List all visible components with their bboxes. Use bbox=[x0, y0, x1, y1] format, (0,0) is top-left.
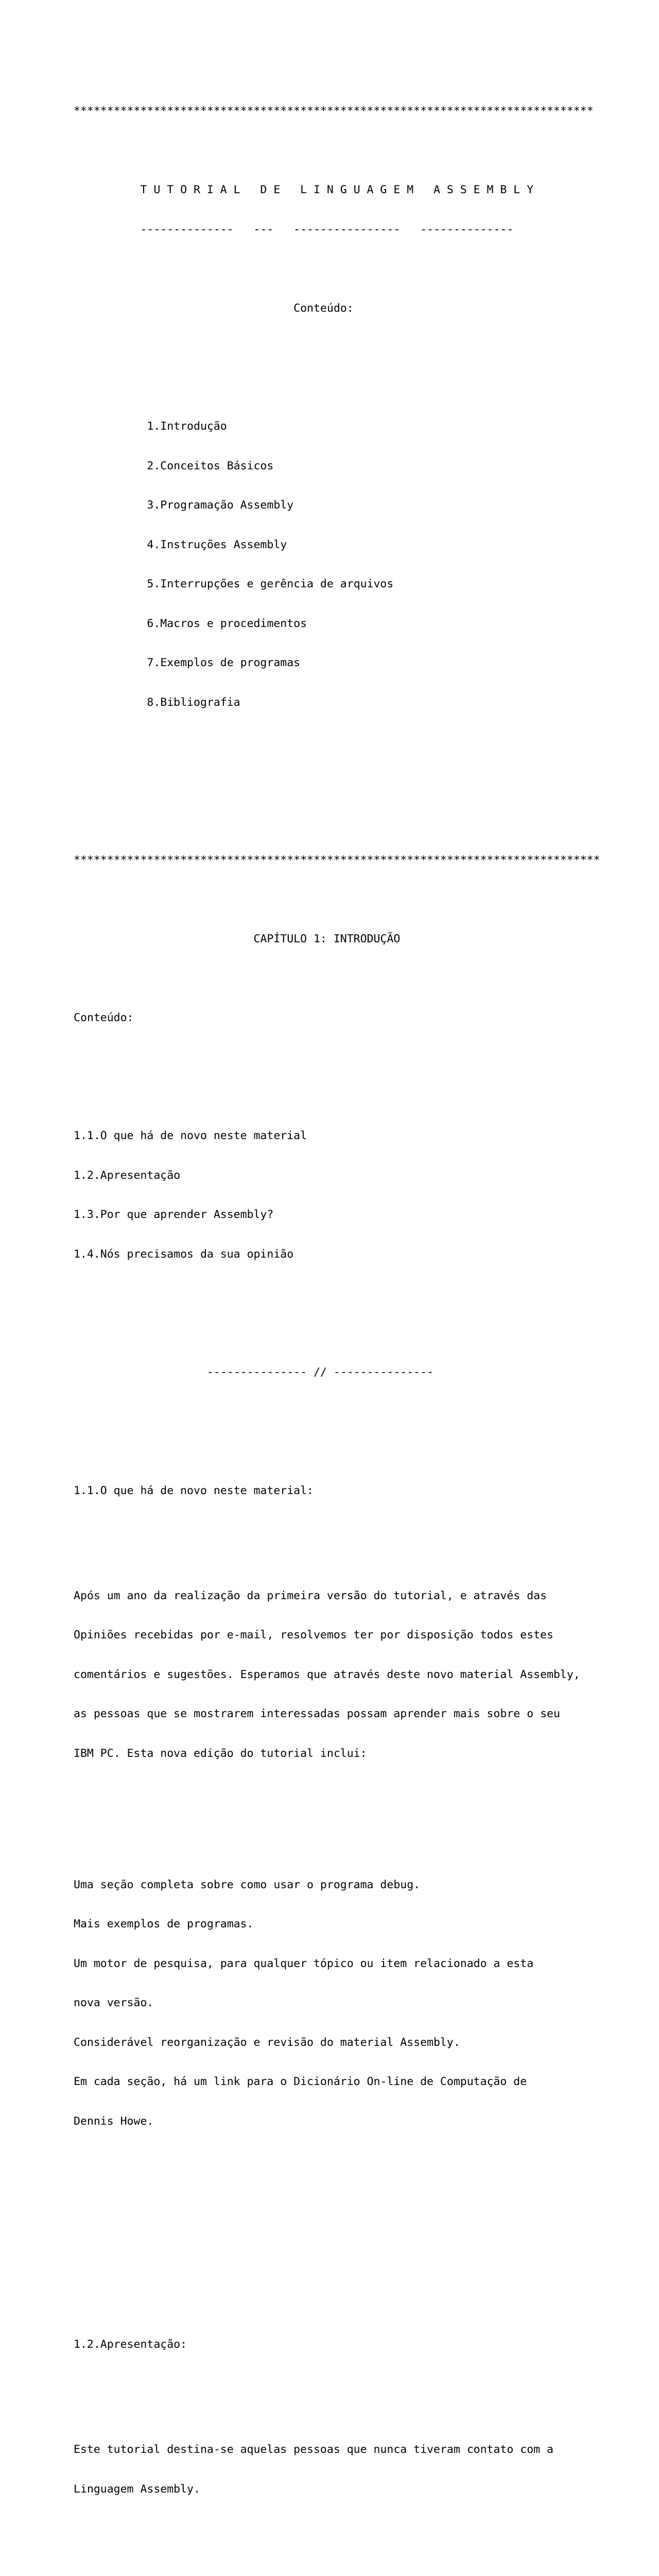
toc-item: 8.Bibliografia bbox=[74, 696, 240, 709]
toc-item: 2.Conceitos Básicos bbox=[74, 459, 274, 472]
section-heading: 1.2.Apresentação: bbox=[74, 2338, 187, 2351]
table-of-contents bbox=[74, 394, 588, 735]
list-item: Considerável reorganização e revisão do material Assembly. bbox=[74, 2036, 460, 2049]
paragraph-line: Opiniões recebidas por e-mail, resolvemos ter por disposição todos estes bbox=[74, 1629, 553, 1641]
list-item: Uma seção completa sobre como usar o programa debug. bbox=[74, 1878, 421, 1891]
toc-item: 3.Programação Assembly bbox=[74, 499, 294, 512]
blank-line bbox=[74, 1327, 588, 1340]
blank-line bbox=[74, 341, 588, 354]
section-separator: --------------- // --------------- bbox=[74, 1366, 433, 1379]
chapter-toc bbox=[74, 1103, 588, 1287]
list-item: Em cada seção, há um link para o Dicionário On-line de Computação de bbox=[74, 2075, 527, 2088]
blank-line bbox=[74, 2220, 588, 2233]
section-1-2 bbox=[74, 2312, 588, 2576]
blank-line bbox=[74, 814, 588, 827]
blank-line bbox=[74, 1405, 588, 1419]
chapter-toc-item: 1.3.Por que aprender Assembly? bbox=[74, 1208, 274, 1221]
chapter-contents-label: Conteúdo: bbox=[74, 1011, 134, 1024]
section-1-1 bbox=[74, 1458, 588, 2181]
toc-item: 5.Interrupções e gerência de arquivos bbox=[74, 578, 394, 590]
stars-divider: ******************************************************************************* bbox=[74, 853, 600, 867]
paragraph-line: comentários e sugestões. Esperamos que através deste novo material Assembly, bbox=[74, 1668, 580, 1681]
chapter-toc-item: 1.4.Nós precisamos da sua opinião bbox=[74, 1247, 294, 1261]
toc-item: 1.Introdução bbox=[74, 420, 227, 433]
stars-divider: ****************************************************************************** bbox=[74, 105, 594, 117]
chapter-title: CAPÍTULO 1: INTRODUÇÃO bbox=[74, 932, 401, 945]
toc-item: 7.Exemplos de programas bbox=[74, 656, 301, 669]
paragraph-line: as pessoas que se mostrarem interessadas possam aprender mais sobre o seu bbox=[74, 1707, 560, 1720]
paragraph-line: Após um ano da realização da primeira versão do tutorial, e através das bbox=[74, 1589, 547, 1602]
paragraph-line: Este tutorial destina-se aquelas pessoas que nunca tiveram contato com a bbox=[74, 2443, 553, 2456]
blank-line bbox=[74, 1812, 588, 1826]
blank-line bbox=[74, 2548, 588, 2562]
list-item: Dennis Howe. bbox=[74, 2114, 154, 2128]
paragraph-line: IBM PC. Esta nova edição do tutorial inclui: bbox=[74, 1747, 367, 1760]
section-paragraph bbox=[74, 2417, 588, 2522]
blank-line bbox=[74, 2378, 588, 2391]
feature-list bbox=[74, 1852, 588, 2155]
chapter-toc-item: 1.1.O que há de novo neste material bbox=[74, 1129, 307, 1142]
paragraph-line: Linguagem Assembly. bbox=[74, 2482, 200, 2496]
document-title: T U T O R I A L D E L I N G U A G E M A S S E M B L Y bbox=[74, 183, 534, 196]
list-item: Mais exemplos de programas. bbox=[74, 1918, 254, 1930]
title-underline: -------------- --- ---------------- -------------- bbox=[74, 223, 514, 236]
toc-item: 6.Macros e procedimentos bbox=[74, 617, 307, 630]
blank-line bbox=[74, 972, 588, 985]
toc-heading: Conteúdo: bbox=[74, 301, 354, 315]
blank-line bbox=[74, 2259, 588, 2273]
blank-line bbox=[74, 1523, 588, 1537]
list-item: Um motor de pesquisa, para qualquer tópico ou item relacionado a esta bbox=[74, 1957, 534, 1970]
blank-line bbox=[74, 893, 588, 906]
document-page bbox=[74, 78, 600, 2576]
blank-line bbox=[74, 775, 588, 788]
chapter-toc-item: 1.2.Apresentação bbox=[74, 1168, 181, 1182]
section-paragraph bbox=[74, 1563, 588, 1787]
blank-line bbox=[74, 144, 588, 158]
section-heading: 1.1.O que há de novo neste material: bbox=[74, 1484, 314, 1497]
blank-line bbox=[74, 1050, 588, 1064]
toc-item: 4.Instruções Assembly bbox=[74, 538, 287, 551]
list-item: nova versão. bbox=[74, 1996, 154, 2009]
blank-line bbox=[74, 262, 588, 276]
